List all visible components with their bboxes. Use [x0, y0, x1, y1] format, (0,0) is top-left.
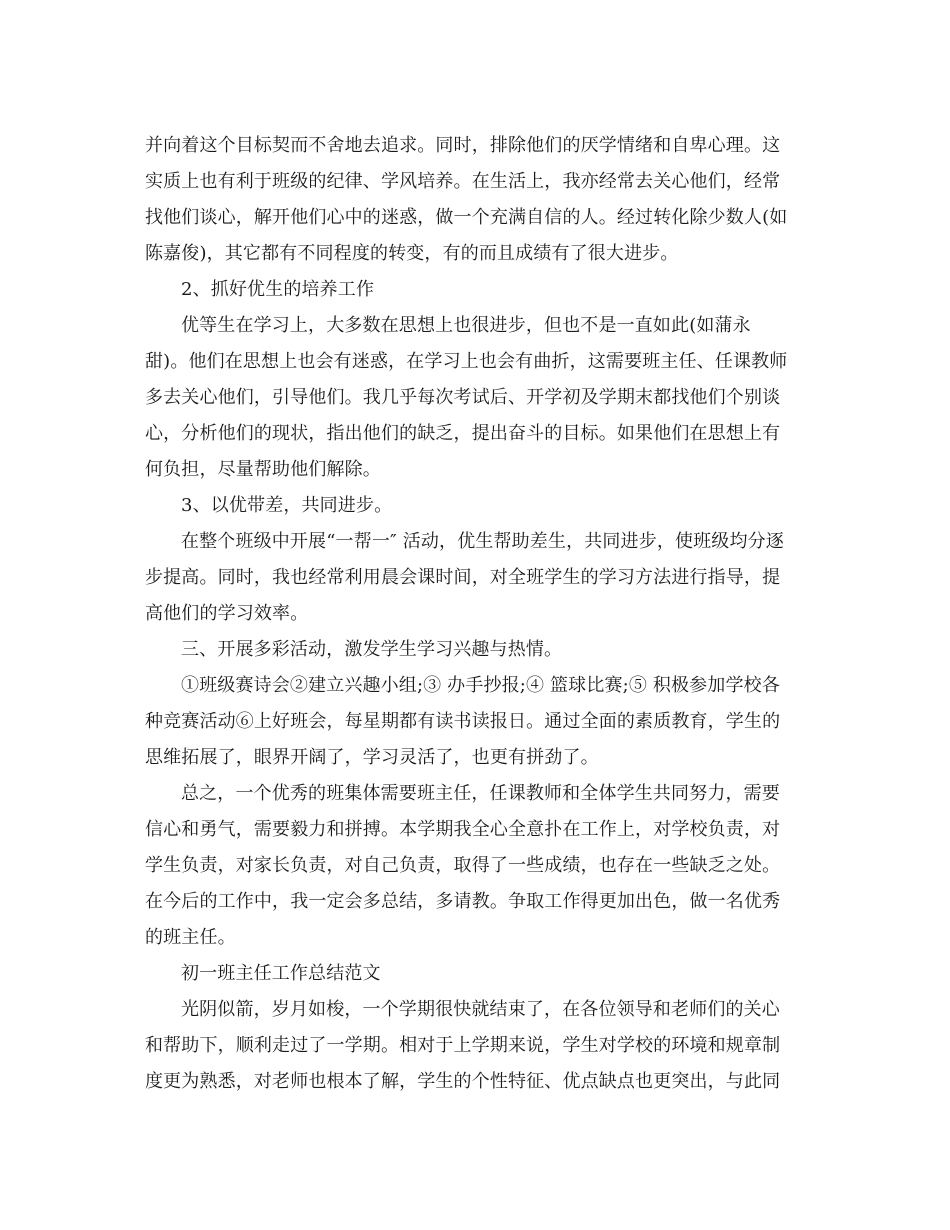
text-line: 思维拓展了，眼界开阔了，学习灵活了，也更有拼劲了。: [145, 747, 599, 768]
text-line: 学生负责，对家长负责，对自己负责，取得了一些成绩，也存在一些缺乏之处。: [145, 855, 781, 876]
text-line: 度更为熟悉，对老师也根本了解，学生的个性特征、优点缺点也更突出，与此同: [145, 1071, 781, 1092]
text-line: 多去关心他们，引导他们。我几乎每次考试后、开学初及学期末都找他们个别谈: [145, 387, 781, 408]
article-title: 初一班主任工作总结范文: [181, 963, 381, 984]
text-line: 信心和勇气，需要毅力和拼搏。本学期我全心全意扑在工作上，对学校负责，对: [145, 819, 781, 840]
text-line: 种竞赛活动⑥上好班会，每星期都有读书读报日。通过全面的素质教育，学生的: [145, 711, 781, 732]
text-line: 心，分析他们的现状，指出他们的缺乏，提出奋斗的目标。如果他们在思想上有: [145, 423, 781, 444]
text-line: 光阴似箭，岁月如梭，一个学期很快就结束了，在各位领导和老师们的关心: [181, 999, 780, 1020]
text-line: 何负担，尽量帮助他们解除。: [145, 459, 381, 480]
section-heading: 3、以优带差，共同进步。: [181, 495, 393, 516]
text-line: 在整个班级中开展“一帮一″ 活动，优生帮助差生，共同进步，使班级均分逐: [181, 531, 784, 552]
text-line: 的班主任。: [145, 927, 236, 948]
section-heading: 2、抓好优生的培养工作: [181, 279, 375, 300]
text-line: 并向着这个目标契而不舍地去追求。同时，排除他们的厌学情绪和自卑心理。这: [145, 135, 781, 156]
text-line: 步提高。同时，我也经常利用晨会课时间，对全班学生的学习方法进行指导，提: [145, 567, 781, 588]
section-heading: 三、开展多彩活动，激发学生学习兴趣与热情。: [181, 639, 563, 660]
text-line: 实质上也有利于班级的纪律、学风培养。在生活上，我亦经常去关心他们，经常: [145, 171, 781, 192]
text-line: 优等生在学习上，大多数在思想上也很进步，但也不是一直如此(如蒲永: [181, 315, 751, 336]
text-line: 陈嘉俊)，其它都有不同程度的转变，有的而且成绩有了很大进步。: [145, 243, 679, 264]
document-body: [145, 128, 805, 1100]
text-line: 总之，一个优秀的班集体需要班主任，任课教师和全体学生共同努力，需要: [181, 783, 780, 804]
text-line: ①班级赛诗会②建立兴趣小组;③ 办手抄报;④ 篮球比赛;⑤ 积极参加学校各: [181, 675, 780, 696]
text-line: 在今后的工作中，我一定会多总结，多请教。争取工作得更加出色，做一名优秀: [145, 891, 781, 912]
text-line: 和帮助下，顺利走过了一学期。相对于上学期来说，学生对学校的环境和规章制: [145, 1035, 781, 1056]
text-line: 甜)。他们在思想上也会有迷惑，在学习上也会有曲折，这需要班主任、任课教师: [145, 351, 788, 372]
text-line: 高他们的学习效率。: [145, 603, 309, 624]
text-line: 找他们谈心，解开他们心中的迷惑，做一个充满自信的人。经过转化除少数人(如: [145, 207, 788, 228]
